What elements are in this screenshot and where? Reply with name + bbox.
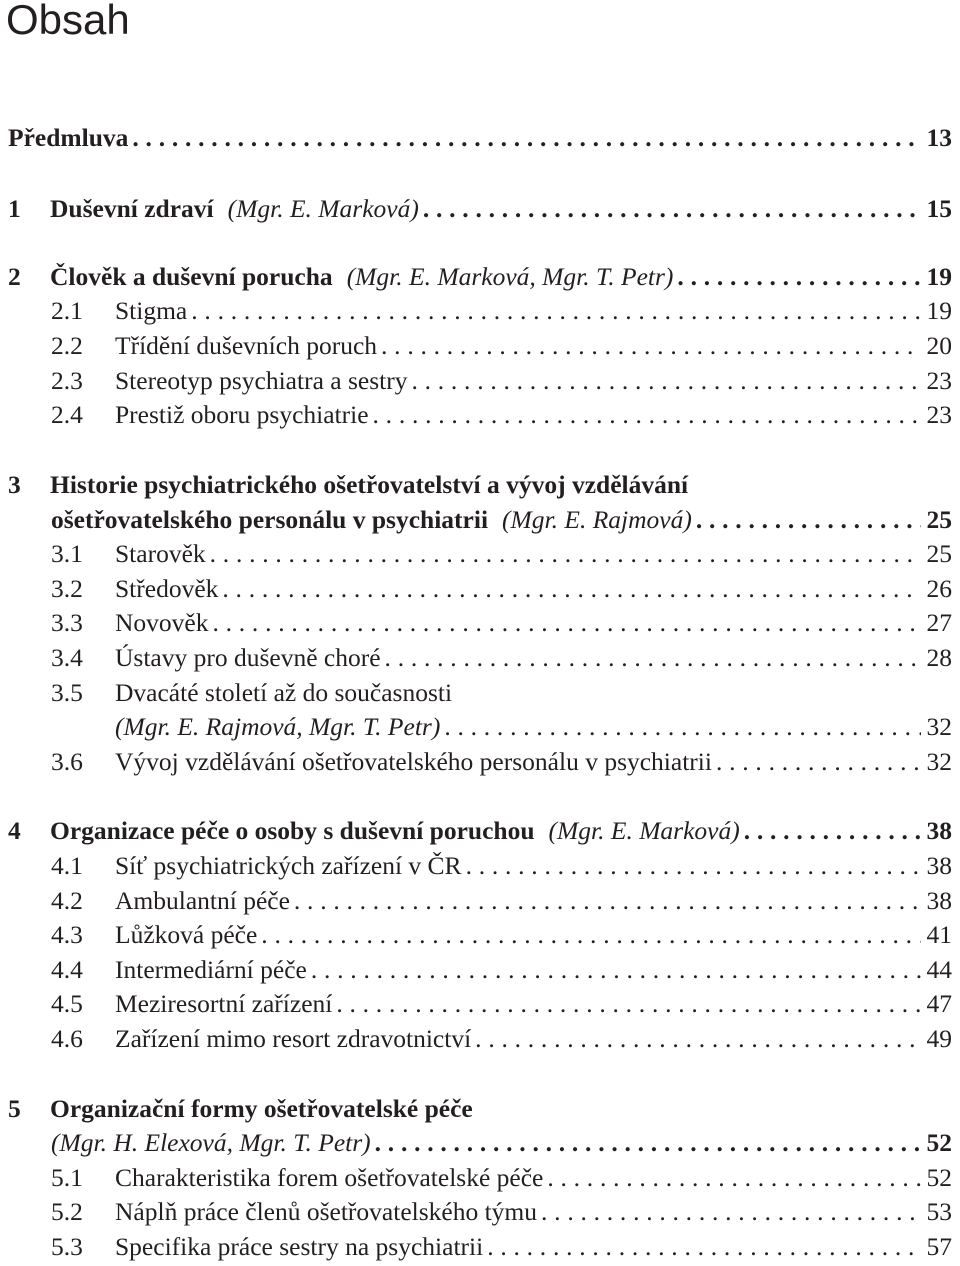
toc-section-number: 4.6 bbox=[51, 1024, 83, 1053]
dot-leader bbox=[294, 886, 921, 916]
dot-leader bbox=[210, 539, 921, 569]
toc-entry-title: Vývoj vzdělávání ošetřovatelského personálu v psychiatrii bbox=[115, 747, 712, 776]
toc-chapter-number: 1 bbox=[8, 194, 21, 223]
toc-page-number: 23 bbox=[926, 400, 952, 429]
dot-leader bbox=[466, 851, 921, 881]
toc-entry-author: (Mgr. E. Marková, Mgr. T. Petr) bbox=[346, 262, 674, 291]
toc-entry-chapter-3[interactable] bbox=[8, 470, 952, 504]
dot-leader bbox=[547, 1163, 920, 1193]
dot-leader bbox=[336, 989, 920, 1019]
toc-entry-title: Starověk bbox=[115, 539, 206, 568]
toc-entry-title: Ústavy pro duševně choré bbox=[115, 643, 381, 672]
toc-entry-author: (Mgr. E. Rajmová) bbox=[502, 505, 692, 534]
toc-page-number: 28 bbox=[926, 643, 952, 672]
dot-leader bbox=[423, 194, 921, 224]
toc-entry-title: ošetřovatelského personálu v psychiatrii bbox=[51, 505, 489, 534]
toc-section-number: 3.4 bbox=[51, 643, 83, 672]
toc-section-number: 4.2 bbox=[51, 886, 83, 915]
toc-entry-title: Zařízení mimo resort zdravotnictví bbox=[115, 1024, 472, 1053]
toc-chapter-number: 2 bbox=[8, 262, 21, 291]
dot-leader bbox=[381, 331, 920, 361]
toc-entry-title: Středověk bbox=[115, 574, 219, 603]
toc-entry-title: Stereotyp psychiatra a sestry bbox=[115, 366, 408, 395]
toc-section-number: 5.1 bbox=[51, 1163, 83, 1192]
toc-section-number: 4.4 bbox=[51, 955, 83, 984]
dot-leader bbox=[716, 747, 921, 777]
toc-entry-predmluva[interactable] bbox=[8, 123, 952, 157]
toc-entry-title: Prestiž oboru psychiatrie bbox=[115, 400, 369, 429]
toc-entry-title: Člověk a duševní porucha bbox=[50, 262, 333, 291]
toc-entry-title: Náplň práce členů ošetřovatelského týmu bbox=[115, 1197, 538, 1226]
toc-entry-section-4-1[interactable] bbox=[51, 851, 952, 885]
toc-entry-chapter-2[interactable] bbox=[8, 262, 952, 296]
toc-page-number: 25 bbox=[926, 505, 952, 534]
toc-page-number: 41 bbox=[926, 920, 952, 949]
toc-entry-title: Intermediární péče bbox=[115, 955, 307, 984]
toc-section-number: 4.1 bbox=[51, 851, 83, 880]
toc-entry-section-2-3[interactable] bbox=[51, 366, 952, 400]
toc-page-number: 27 bbox=[926, 608, 952, 637]
toc-entry-title: Síť psychiatrických zařízení v ČR bbox=[115, 851, 462, 880]
toc-entry-author: (Mgr. H. Elexová, Mgr. T. Petr) bbox=[51, 1128, 371, 1157]
toc-entry-chapter-1[interactable] bbox=[8, 194, 952, 228]
toc-entry-section-3-1[interactable] bbox=[51, 539, 952, 573]
toc-chapter-number: 5 bbox=[8, 1094, 21, 1123]
toc-entry-chapter-5-cont[interactable] bbox=[51, 1128, 952, 1162]
toc-page-number: 49 bbox=[926, 1024, 952, 1053]
toc-entry-section-2-1[interactable] bbox=[51, 296, 952, 330]
toc-entry-section-2-2[interactable] bbox=[51, 331, 952, 365]
dot-leader bbox=[212, 608, 920, 638]
toc-entry-chapter-4[interactable] bbox=[8, 816, 952, 850]
toc-page-number: 52 bbox=[926, 1163, 952, 1192]
dot-leader bbox=[261, 920, 920, 950]
toc-section-number: 4.3 bbox=[51, 920, 83, 949]
toc-entry-title: Organizační formy ošetřovatelské péče bbox=[50, 1094, 473, 1123]
dot-leader bbox=[311, 955, 921, 985]
dot-leader bbox=[411, 366, 920, 396]
toc-page-number: 38 bbox=[926, 886, 952, 915]
dot-leader bbox=[541, 1197, 920, 1227]
toc-section-number: 2.4 bbox=[51, 400, 83, 429]
toc-entry-title: Dvacáté století až do současnosti bbox=[115, 678, 453, 707]
dot-leader bbox=[373, 400, 921, 430]
toc-chapter-number: 3 bbox=[8, 470, 21, 499]
toc-entry-section-4-6[interactable] bbox=[51, 1024, 952, 1058]
dot-leader bbox=[132, 123, 920, 153]
toc-page-number: 25 bbox=[926, 539, 952, 568]
toc-entry-section-4-3[interactable] bbox=[51, 920, 952, 954]
dot-leader bbox=[222, 574, 920, 604]
toc-page-number: 32 bbox=[926, 712, 952, 741]
toc-entry-title: Novověk bbox=[115, 608, 209, 637]
toc-page-number: 13 bbox=[926, 123, 952, 152]
toc-page-number: 53 bbox=[926, 1197, 952, 1226]
toc-entry-title: Lůžková péče bbox=[115, 920, 258, 949]
toc-page-number: 23 bbox=[926, 366, 952, 395]
toc-entry-section-4-5[interactable] bbox=[51, 989, 952, 1023]
toc-entry-title: Třídění duševních poruch bbox=[115, 331, 378, 360]
toc-entry-title: Meziresortní zařízení bbox=[115, 989, 333, 1018]
toc-entry-chapter-3-cont[interactable] bbox=[51, 505, 952, 539]
toc-entry-title: Ambulantní péče bbox=[115, 886, 290, 915]
toc-entry-section-3-3[interactable] bbox=[51, 608, 952, 642]
toc-entry-section-3-6[interactable] bbox=[51, 747, 952, 781]
toc-section-number: 3.5 bbox=[51, 678, 83, 707]
toc-entry-section-5-2[interactable] bbox=[51, 1197, 952, 1231]
toc-entry-section-3-5-cont[interactable] bbox=[115, 712, 952, 746]
toc-page-number: 32 bbox=[926, 747, 952, 776]
toc-entry-section-5-1[interactable] bbox=[51, 1163, 952, 1197]
toc-section-number: 3.6 bbox=[51, 747, 83, 776]
toc-section-number: 3.2 bbox=[51, 574, 83, 603]
toc-section-number: 5.2 bbox=[51, 1197, 83, 1226]
dot-leader bbox=[677, 262, 920, 292]
toc-entry-author: (Mgr. E. Marková) bbox=[548, 816, 740, 845]
toc-page-number: 26 bbox=[926, 574, 952, 603]
toc-section-number: 4.5 bbox=[51, 989, 83, 1018]
toc-chapter-number: 4 bbox=[8, 816, 21, 845]
toc-entry-chapter-5[interactable] bbox=[8, 1094, 952, 1128]
dot-leader bbox=[191, 296, 920, 326]
toc-entry-section-3-4[interactable] bbox=[51, 643, 952, 677]
toc-entry-section-3-2[interactable] bbox=[51, 574, 952, 608]
dot-leader bbox=[744, 816, 921, 846]
toc-entry-section-3-5[interactable] bbox=[51, 678, 952, 712]
toc-section-number: 2.1 bbox=[51, 296, 83, 325]
toc-section-number: 3.1 bbox=[51, 539, 83, 568]
toc-entry-section-5-3[interactable] bbox=[51, 1232, 952, 1266]
toc-page-number: 19 bbox=[926, 262, 952, 291]
toc-page-number: 52 bbox=[926, 1128, 952, 1157]
toc-entry-author: (Mgr. E. Marková) bbox=[227, 194, 419, 223]
page-title: Obsah bbox=[6, 0, 130, 43]
toc-entry-title: Duševní zdraví bbox=[50, 194, 214, 223]
dot-leader bbox=[385, 643, 921, 673]
toc-page-number: 38 bbox=[926, 816, 952, 845]
toc-entry-author: (Mgr. E. Rajmová, Mgr. T. Petr) bbox=[115, 712, 441, 741]
toc-section-number: 3.3 bbox=[51, 608, 83, 637]
toc-entry-title: Předmluva bbox=[8, 123, 129, 152]
toc-page-number: 19 bbox=[926, 296, 952, 325]
dot-leader bbox=[696, 505, 921, 535]
toc-page-number: 15 bbox=[926, 194, 952, 223]
toc-section-number: 2.2 bbox=[51, 331, 83, 360]
toc-entry-title: Specifika práce sestry na psychiatrii bbox=[115, 1232, 484, 1261]
dot-leader bbox=[487, 1232, 920, 1262]
toc-entry-title: Charakteristika forem ošetřovatelské péče bbox=[115, 1163, 544, 1192]
toc-page-number: 57 bbox=[926, 1232, 952, 1261]
toc-entry-title: Historie psychiatrického ošetřovatelství a vývoj vzdělávání bbox=[50, 470, 689, 499]
toc-section-number: 2.3 bbox=[51, 366, 83, 395]
toc-entry-section-2-4[interactable] bbox=[51, 400, 952, 434]
toc-entry-title: Organizace péče o osoby s duševní poruchou bbox=[50, 816, 535, 845]
toc-page-number: 44 bbox=[926, 955, 952, 984]
toc-page-number: 47 bbox=[926, 989, 952, 1018]
dot-leader bbox=[475, 1024, 920, 1054]
dot-leader bbox=[375, 1128, 921, 1158]
toc-entry-title: Stigma bbox=[115, 296, 188, 325]
toc-entry-section-4-2[interactable] bbox=[51, 886, 952, 920]
dot-leader bbox=[444, 712, 920, 742]
toc-section-number: 5.3 bbox=[51, 1232, 83, 1261]
toc-page-number: 38 bbox=[926, 851, 952, 880]
toc-entry-section-4-4[interactable] bbox=[51, 955, 952, 989]
toc-page-number: 20 bbox=[926, 331, 952, 360]
